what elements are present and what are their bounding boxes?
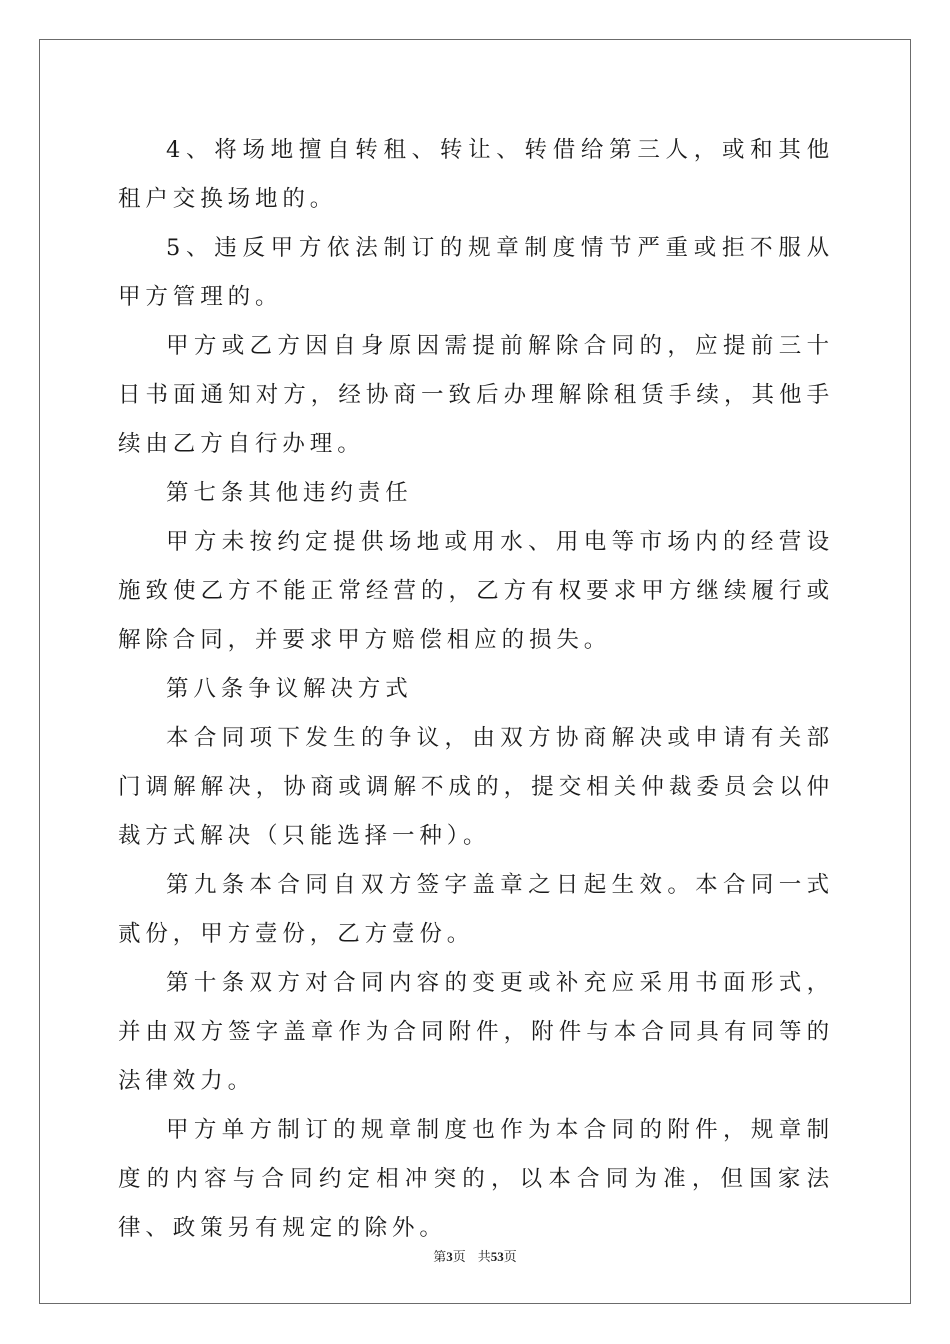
paragraph-article-9: 第九条本合同自双方签字盖章之日起生效。本合同一式贰份，甲方壹份，乙方壹份。 [118, 872, 834, 947]
document-body [118, 126, 834, 1253]
heading-article-8: 第八条争议解决方式 [166, 676, 413, 702]
paragraph-article-7-body: 甲方未按约定提供场地或用水、用电等市场内的经营设施致使乙方不能正常经营的，乙方有权要求甲方继续履行或解除合同，并要求甲方赔偿相应的损失。 [118, 529, 834, 653]
heading-article-7: 第七条其他违约责任 [166, 480, 413, 506]
paragraph-article-8-body: 本合同项下发生的争议，由双方协商解决或申请有关部门调解解决，协商或调解不成的，提交相关仲裁委员会以仲裁方式解决（只能选择一种）。 [118, 725, 834, 849]
page-footer [0, 1246, 950, 1265]
paragraph-clause-5: 5、违反甲方依法制订的规章制度情节严重或拒不服从甲方管理的。 [118, 235, 834, 310]
page-number: 3 [446, 1249, 453, 1264]
total-pages: 53 [490, 1249, 504, 1264]
page-suffix: 页 [452, 1250, 466, 1265]
paragraph-early-termination: 甲方或乙方因自身原因需提前解除合同的，应提前三十日书面通知对方，经协商一致后办理解除租赁手续，其他手续由乙方自行办理。 [118, 333, 834, 457]
paragraph-clause-4: 4、将场地擅自转租、转让、转借给第三人，或和其他租户交换场地的。 [118, 137, 834, 212]
paragraph-article-10: 第十条双方对合同内容的变更或补充应采用书面形式，并由双方签字盖章作为合同附件，附件与本合同具有同等的法律效力。 [118, 970, 834, 1094]
total-suffix: 页 [503, 1250, 517, 1265]
total-prefix: 共 [477, 1250, 491, 1265]
page-prefix: 第 [433, 1250, 447, 1265]
paragraph-rules-attachment: 甲方单方制订的规章制度也作为本合同的附件，规章制度的内容与合同约定相冲突的，以本合同为准，但国家法律、政策另有规定的除外。 [118, 1117, 834, 1241]
